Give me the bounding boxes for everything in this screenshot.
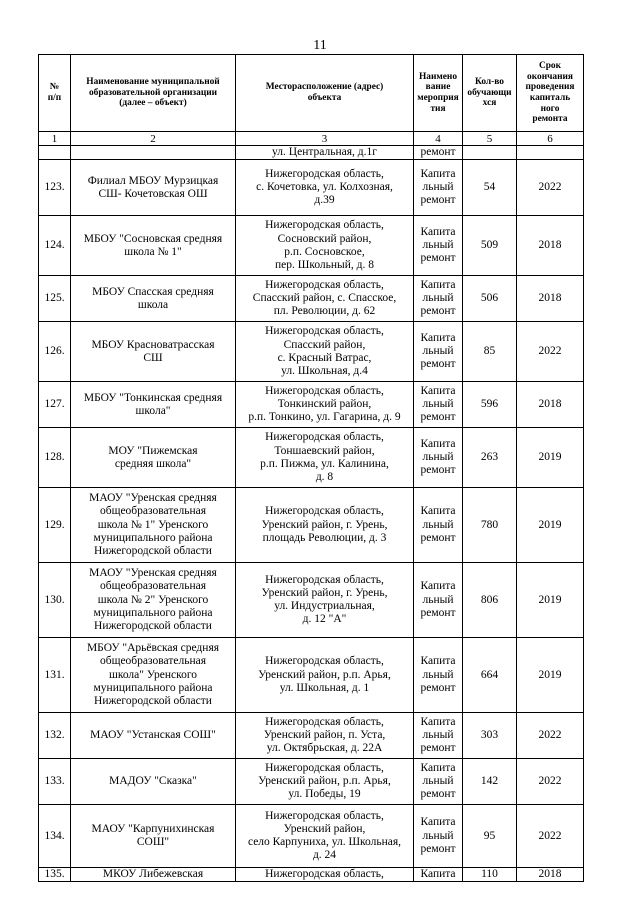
completion-year: 2019: [517, 563, 584, 638]
table-row: [39, 759, 584, 805]
students-count: 509: [463, 216, 517, 276]
completion-year: 2022: [517, 713, 584, 759]
measure: Капита льный ремонт: [414, 759, 463, 805]
address: Нижегородская область, Тонкинский район, р.п. Тонкино, ул. Гагарина, д. 9: [236, 382, 414, 428]
address: Нижегородская область, Спасский район, с. Красный Ватрас, ул. Школьная, д.4: [236, 322, 414, 382]
measure: Капита льный ремонт: [414, 276, 463, 322]
table-row: [39, 322, 584, 382]
column-number: 4: [414, 132, 463, 146]
header-address: Месторасположение (адрес) объекта: [236, 55, 414, 132]
organization-name: МБОУ Спасская средняя школа: [71, 276, 236, 322]
completion-year: 2019: [517, 428, 584, 488]
column-number-row: [39, 132, 584, 146]
header-measure: Наимено вание мероприя тия: [414, 55, 463, 132]
completion-year: 2022: [517, 759, 584, 805]
page-number: 11: [313, 38, 327, 53]
header-students: Кол-во обучающи хся: [463, 55, 517, 132]
table-row: [39, 160, 584, 216]
repair-schedule-table: [38, 54, 584, 882]
column-number: 2: [71, 132, 236, 146]
header-row: [39, 55, 584, 132]
students-count: 806: [463, 563, 517, 638]
header-deadline: Срок окончания проведения капиталь ного ремонта: [517, 55, 584, 132]
header-organization-name: Наименование муниципальной образовательной организации (далее – объект): [71, 55, 236, 132]
organization-name: МАОУ "Уренская средняя общеобразовательная школа № 1" Уренского муниципального района Нижегородской области: [71, 488, 236, 563]
continuation-address: ул. Центральная, д.1г: [236, 146, 414, 160]
measure: Капита льный ремонт: [414, 488, 463, 563]
completion-year: 2022: [517, 160, 584, 216]
row-number: 126.: [39, 322, 71, 382]
address: Нижегородская область, Уренский район, р.п. Арья, ул. Школьная, д. 1: [236, 638, 414, 713]
row-number: 133.: [39, 759, 71, 805]
measure: Капита льный ремонт: [414, 805, 463, 868]
continuation-number: [39, 146, 71, 160]
measure: Капита льный ремонт: [414, 382, 463, 428]
organization-name: Филиал МБОУ Мурзицкая СШ- Кочетовская ОШ: [71, 160, 236, 216]
measure: Капита льный ремонт: [414, 638, 463, 713]
row-number: 128.: [39, 428, 71, 488]
completion-year: 2018: [517, 276, 584, 322]
completion-year: 2019: [517, 638, 584, 713]
organization-name: МБОУ "Тонкинская средняя школа": [71, 382, 236, 428]
row-number: 123.: [39, 160, 71, 216]
row-number: 135.: [39, 868, 71, 882]
column-number: 3: [236, 132, 414, 146]
organization-name: МАОУ "Устанская СОШ": [71, 713, 236, 759]
row-number: 124.: [39, 216, 71, 276]
students-count: 142: [463, 759, 517, 805]
measure: Капита: [414, 868, 463, 882]
measure: Капита льный ремонт: [414, 160, 463, 216]
table-row: [39, 382, 584, 428]
measure: Капита льный ремонт: [414, 322, 463, 382]
continuation-year: [517, 146, 584, 160]
completion-year: 2022: [517, 805, 584, 868]
column-number: 6: [517, 132, 584, 146]
table-row: [39, 638, 584, 713]
table-row: [39, 488, 584, 563]
completion-year: 2018: [517, 382, 584, 428]
row-number: 134.: [39, 805, 71, 868]
students-count: 263: [463, 428, 517, 488]
measure: Капита льный ремонт: [414, 428, 463, 488]
continuation-measure: ремонт: [414, 146, 463, 160]
students-count: 506: [463, 276, 517, 322]
students-count: 54: [463, 160, 517, 216]
row-number: 130.: [39, 563, 71, 638]
organization-name: МАОУ "Уренская средняя общеобразовательная школа № 2" Уренского муниципального района Нижегородской области: [71, 563, 236, 638]
students-count: 85: [463, 322, 517, 382]
organization-name: МКОУ Либежевская: [71, 868, 236, 882]
students-count: 664: [463, 638, 517, 713]
row-number: 131.: [39, 638, 71, 713]
students-count: 95: [463, 805, 517, 868]
address: Нижегородская область, Уренский район, г. Урень, площадь Революции, д. 3: [236, 488, 414, 563]
header-number: № п/п: [39, 55, 71, 132]
row-number: 125.: [39, 276, 71, 322]
continuation-row: [39, 146, 584, 160]
table-row: [39, 713, 584, 759]
organization-name: МБОУ "Арьёвская средняя общеобразовательная школа" Уренского муниципального района Нижегородской области: [71, 638, 236, 713]
table-row: [39, 276, 584, 322]
completion-year: 2019: [517, 488, 584, 563]
address: Нижегородская область, Уренский район, село Карпуниха, ул. Школьная, д. 24: [236, 805, 414, 868]
organization-name: МБОУ "Сосновская средняя школа № 1": [71, 216, 236, 276]
row-number: 127.: [39, 382, 71, 428]
address: Нижегородская область, Уренский район, г. Урень, ул. Индустриальная, д. 12 "А": [236, 563, 414, 638]
students-count: 596: [463, 382, 517, 428]
measure: Капита льный ремонт: [414, 713, 463, 759]
measure: Капита льный ремонт: [414, 563, 463, 638]
row-number: 132.: [39, 713, 71, 759]
table-row: [39, 563, 584, 638]
table-row: [39, 428, 584, 488]
table-row: [39, 216, 584, 276]
organization-name: МАОУ "Карпунихинская СОШ": [71, 805, 236, 868]
column-number: 5: [463, 132, 517, 146]
address: Нижегородская область, Сосновский район, р.п. Сосновское, пер. Школьный, д. 8: [236, 216, 414, 276]
measure: Капита льный ремонт: [414, 216, 463, 276]
completion-year: 2018: [517, 868, 584, 882]
students-count: 303: [463, 713, 517, 759]
address: Нижегородская область, Тоншаевский район, р.п. Пижма, ул. Калинина, д. 8: [236, 428, 414, 488]
students-count: 780: [463, 488, 517, 563]
continuation-name: [71, 146, 236, 160]
completion-year: 2022: [517, 322, 584, 382]
organization-name: МАДОУ "Сказка": [71, 759, 236, 805]
completion-year: 2018: [517, 216, 584, 276]
address: Нижегородская область,: [236, 868, 414, 882]
table-row: [39, 868, 584, 882]
organization-name: МБОУ Красноватрасская СШ: [71, 322, 236, 382]
column-number: 1: [39, 132, 71, 146]
students-count: 110: [463, 868, 517, 882]
row-number: 129.: [39, 488, 71, 563]
address: Нижегородская область, с. Кочетовка, ул. Колхозная, д.39: [236, 160, 414, 216]
address: Нижегородская область, Спасский район, с. Спасское, пл. Революции, д. 62: [236, 276, 414, 322]
address: Нижегородская область, Уренский район, р.п. Арья, ул. Победы, 19: [236, 759, 414, 805]
table-row: [39, 805, 584, 868]
address: Нижегородская область, Уренский район, п. Уста, ул. Октябрьская, д. 22А: [236, 713, 414, 759]
organization-name: МОУ "Пижемская средняя школа": [71, 428, 236, 488]
continuation-students: [463, 146, 517, 160]
